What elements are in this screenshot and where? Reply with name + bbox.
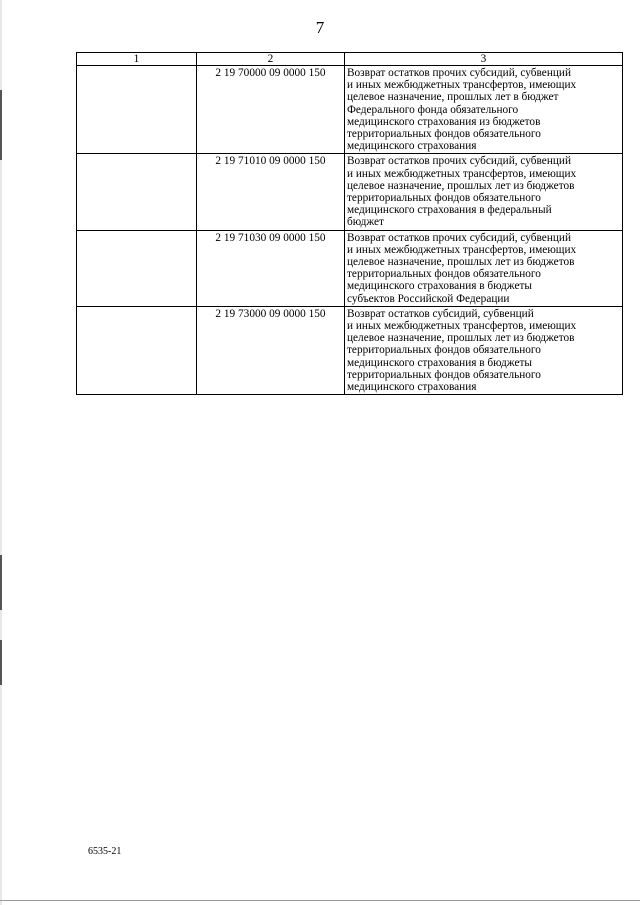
table-row [77,230,623,306]
description-line: целевое назначение, прошлых лет из бюджетов [347,256,575,269]
description-line: медицинского страхования в бюджеты [347,280,532,293]
table-header-row [77,53,623,66]
row-empty-cell [77,154,197,230]
description-line: целевое назначение, прошлых лет из бюджетов [347,179,575,192]
description-cell [345,154,623,230]
description-line: медицинского страхования [347,381,477,394]
description-line: Возврат остатков прочих субсидий, субвенций [347,67,571,79]
description-line: Возврат остатков прочих субсидий, субвенций [347,155,571,168]
scan-bottom-edge [0,900,640,901]
description-line: Возврат остатков субсидий, субвенций [347,307,534,320]
scan-edge-mark [0,640,2,685]
table-row [77,66,623,154]
description-line: медицинского страхования из бюджетов [347,115,541,128]
scan-edge-mark [0,555,2,610]
budget-code-cell: 2 19 70000 09 0000 150 [197,66,345,154]
column-header-3: 3 [345,53,623,66]
description-line: Возврат остатков прочих субсидий, субвенций [347,231,571,244]
description-line: территориальных фондов обязательного [347,192,541,205]
page-number: 7 [315,18,325,37]
description-line: целевое назначение, прошлых лет в бюджет [347,91,559,104]
description-line: и иных межбюджетных трансфертов, имеющих [347,320,577,333]
description-line: территориальных фондов обязательного [347,128,541,141]
code-table [76,52,623,395]
column-header-2: 2 [197,53,345,66]
row-empty-cell [77,306,197,394]
table-row [77,306,623,394]
description-line: медицинского страхования в бюджеты [347,356,532,369]
description-cell [345,66,623,154]
description-line: медицинского страхования [347,140,477,153]
column-header-1: 1 [77,53,197,66]
row-empty-cell [77,66,197,154]
description-line: и иных межбюджетных трансфертов, имеющих [347,167,577,180]
description-line: территориальных фондов обязательного [347,368,541,381]
budget-code-cell: 2 19 71030 09 0000 150 [197,230,345,306]
description-line: целевое назначение, прошлых лет из бюджетов [347,332,575,345]
budget-code-cell: 2 19 71010 09 0000 150 [197,154,345,230]
description-cell [345,306,623,394]
description-cell [345,230,623,306]
description-line: территориальных фондов обязательного [347,344,541,357]
budget-code-cell: 2 19 73000 09 0000 150 [197,306,345,394]
document-code: 6535-21 [88,846,122,857]
description-line: и иных межбюджетных трансфертов, имеющих [347,243,577,256]
description-line: Федерального фонда обязательного [347,103,519,116]
row-empty-cell [77,230,197,306]
scan-edge-mark [0,90,2,160]
description-line: и иных межбюджетных трансфертов, имеющих [347,79,577,92]
description-line: медицинского страхования в федеральный [347,204,552,217]
description-line: территориальных фондов обязательного [347,268,541,281]
description-line: бюджет [347,216,384,229]
description-line: субъектов Российской Федерации [347,292,510,305]
table-row [77,154,623,230]
